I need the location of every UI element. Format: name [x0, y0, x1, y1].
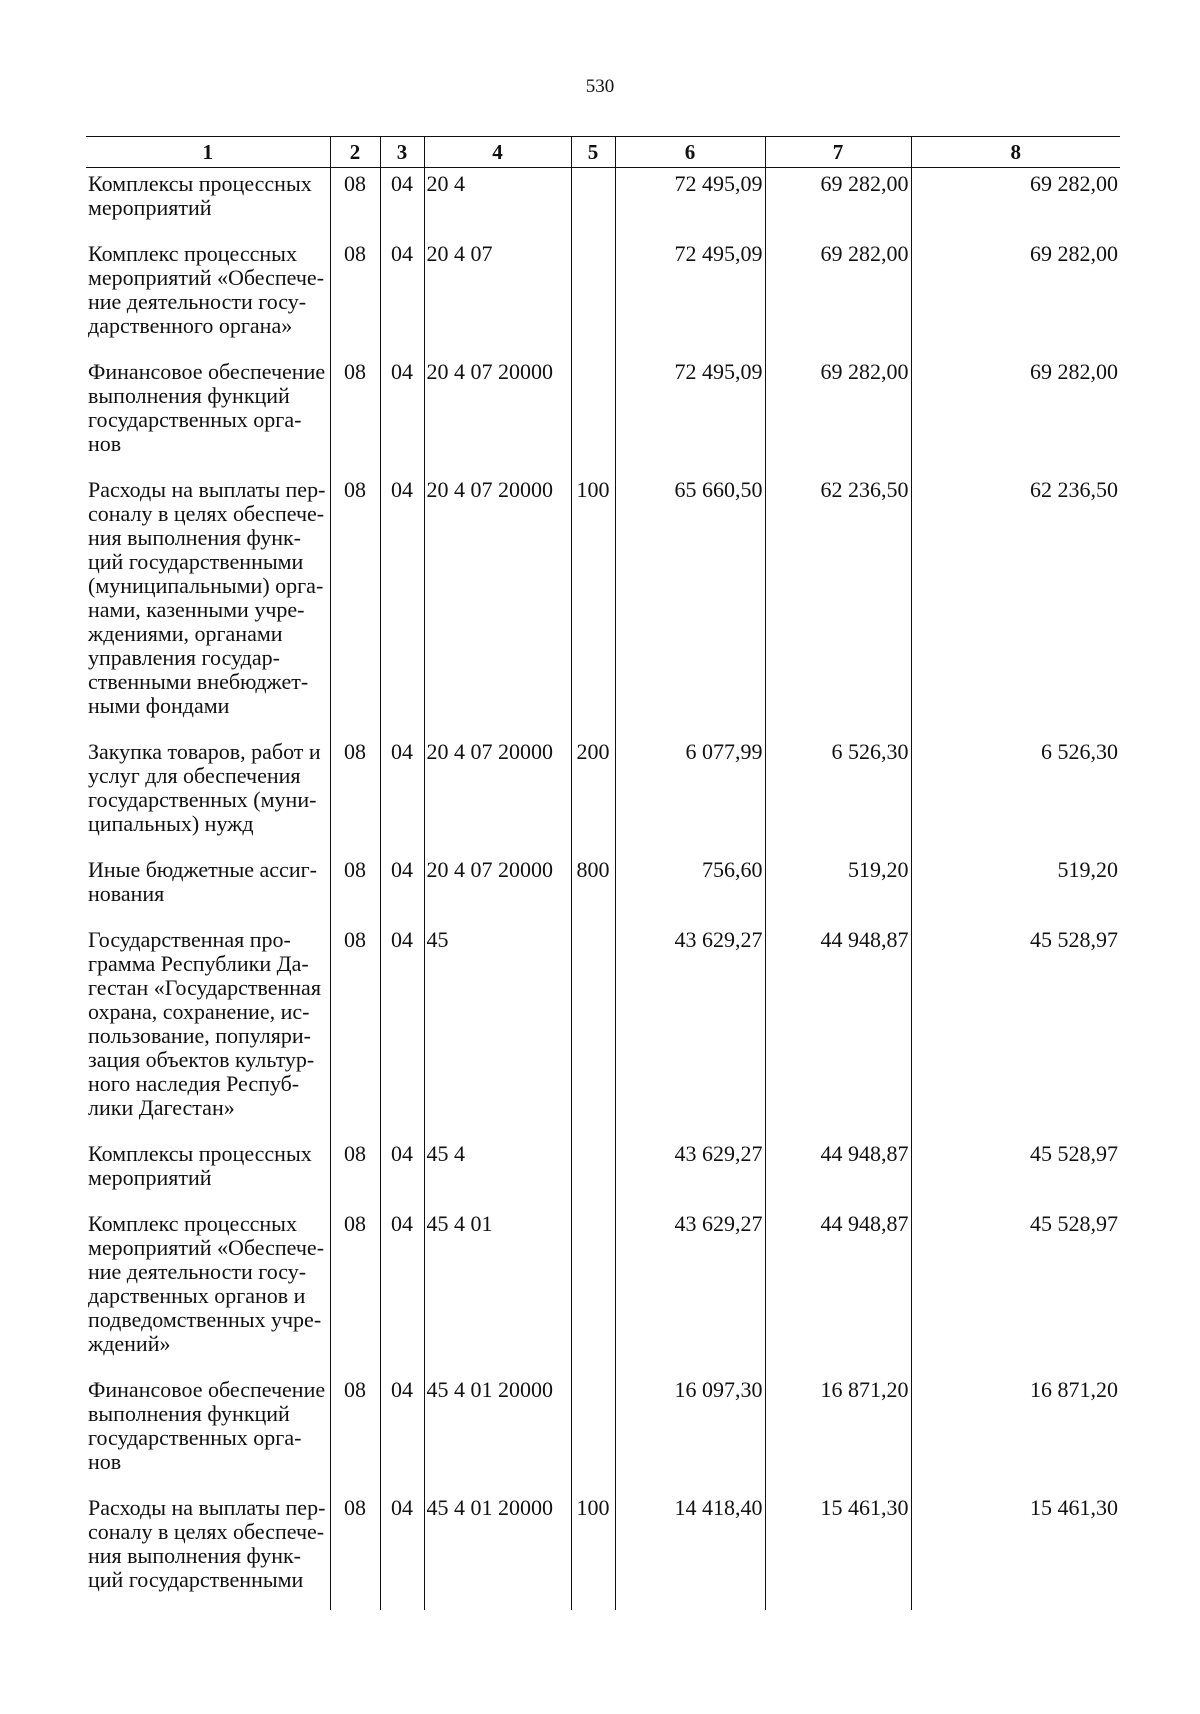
item-description [86, 854, 330, 924]
amount-col-8: 69 282,00 [1030, 359, 1118, 384]
description-line: Закупка товаров, работ и [88, 739, 321, 764]
section-code: 08 [330, 1138, 380, 1208]
description-line: ждений» [88, 1331, 171, 1356]
description-line: Комплекс процессных [88, 241, 297, 266]
description-line: услуг для обеспечения [88, 763, 301, 788]
amount-col-6: 43 629,27 [615, 1208, 765, 1374]
amount-col-6: 65 660,50 [615, 474, 765, 736]
table-row [86, 356, 1120, 474]
description-line: соналу в целях обеспече- [88, 501, 325, 526]
page-number: 530 [585, 76, 615, 97]
description-line: Расходы на выплаты пер- [88, 1495, 326, 1520]
description-line: Иные бюджетные ассиг- [88, 857, 317, 882]
description-line: мероприятий «Обеспече- [88, 265, 325, 290]
description-line: Расходы на выплаты пер- [88, 477, 326, 502]
subsection-code: 04 [380, 1374, 424, 1492]
column-header-6: 6 [615, 137, 765, 168]
description-line: нов [88, 1449, 122, 1474]
amount-col-7: 15 461,30 [765, 1492, 911, 1610]
description-line: государственных орга- [88, 1425, 302, 1450]
budget-table-container [86, 136, 1120, 1610]
target-article-code: 45 4 01 20000 [424, 1374, 571, 1492]
section-code: 08 [330, 356, 380, 474]
amount-col-8: 6 526,30 [1041, 739, 1118, 764]
item-description [86, 238, 330, 356]
column-header-1: 1 [86, 137, 330, 168]
item-description [86, 924, 330, 1138]
expense-type-code [571, 238, 615, 356]
amount-col-8: 62 236,50 [1030, 477, 1118, 502]
description-line: лики Дагестан» [88, 1095, 235, 1120]
column-header-4: 4 [424, 137, 571, 168]
description-line: нования [88, 881, 165, 906]
budget-table [86, 136, 1120, 1610]
column-header-5: 5 [571, 137, 615, 168]
description-line: нами, казенными учре- [88, 597, 305, 622]
description-line: гестан «Государственная [88, 975, 321, 1000]
amount-col-6: 43 629,27 [615, 1138, 765, 1208]
item-description [86, 356, 330, 474]
table-row [86, 854, 1120, 924]
target-article-code: 45 4 [424, 1138, 571, 1208]
table-row [86, 474, 1120, 736]
description-line: подведомственных учре- [88, 1307, 322, 1332]
description-line: управления государ- [88, 645, 280, 670]
description-line: охрана, сохранение, ис- [88, 999, 310, 1024]
table-row [86, 924, 1120, 1138]
description-line: ций государственными [88, 549, 304, 574]
description-line: нов [88, 431, 122, 456]
amount-col-8: 519,20 [1057, 857, 1118, 882]
expense-type-code [571, 356, 615, 474]
amount-col-7: 519,20 [765, 854, 911, 924]
description-line: ние деятельности госу- [88, 289, 307, 314]
description-line: выполнения функций [88, 383, 290, 408]
amount-col-8: 16 871,20 [1030, 1377, 1118, 1402]
subsection-code: 04 [380, 1208, 424, 1374]
subsection-code: 04 [380, 238, 424, 356]
section-code: 08 [330, 474, 380, 736]
column-header-7: 7 [765, 137, 911, 168]
section-code: 08 [330, 854, 380, 924]
amount-col-8: 45 528,97 [1030, 927, 1118, 952]
header-row [86, 137, 1120, 168]
description-line: (муниципальными) орга- [88, 573, 324, 598]
amount-col-7: 69 282,00 [765, 356, 911, 474]
amount-col-6: 756,60 [615, 854, 765, 924]
expense-type-code: 100 [571, 1492, 615, 1610]
description-line: ния выполнения функ- [88, 1543, 301, 1568]
expense-type-code [571, 1138, 615, 1208]
description-line: ными фондами [88, 693, 230, 718]
description-line: Финансовое обеспечение [88, 1377, 326, 1402]
description-line: государственных (муни- [88, 787, 317, 812]
subsection-code: 04 [380, 356, 424, 474]
amount-col-6: 43 629,27 [615, 924, 765, 1138]
description-line: соналу в целях обеспече- [88, 1519, 325, 1544]
description-line: государственных орга- [88, 407, 302, 432]
description-line: дарственного органа» [88, 313, 293, 338]
column-header-3: 3 [380, 137, 424, 168]
expense-type-code: 100 [571, 474, 615, 736]
section-code: 08 [330, 1208, 380, 1374]
expense-type-code [571, 1208, 615, 1374]
description-line: мероприятий [88, 1165, 212, 1190]
description-line: мероприятий [88, 195, 212, 220]
item-description [86, 736, 330, 854]
description-line: ципальных) нужд [88, 811, 254, 836]
column-header-2: 2 [330, 137, 380, 168]
expense-type-code [571, 168, 615, 239]
section-code: 08 [330, 168, 380, 239]
target-article-code: 20 4 07 20000 [424, 356, 571, 474]
amount-col-8: 45 528,97 [1030, 1211, 1118, 1236]
description-line: ного наследия Респуб- [88, 1071, 300, 1096]
column-header-8: 8 [911, 137, 1120, 168]
description-line: зация объектов культур- [88, 1047, 315, 1072]
target-article-code: 45 [424, 924, 571, 1138]
amount-col-7: 69 282,00 [765, 168, 911, 239]
subsection-code: 04 [380, 1138, 424, 1208]
target-article-code: 45 4 01 [424, 1208, 571, 1374]
item-description [86, 1138, 330, 1208]
amount-col-7: 6 526,30 [765, 736, 911, 854]
description-line: ственными внебюджет- [88, 669, 309, 694]
subsection-code: 04 [380, 474, 424, 736]
amount-col-6: 72 495,09 [615, 356, 765, 474]
table-row [86, 1492, 1120, 1610]
item-description [86, 1374, 330, 1492]
table-row [86, 736, 1120, 854]
subsection-code: 04 [380, 924, 424, 1138]
section-code: 08 [330, 238, 380, 356]
amount-col-6: 6 077,99 [615, 736, 765, 854]
amount-col-6: 72 495,09 [615, 168, 765, 239]
table-row [86, 1208, 1120, 1374]
amount-col-8: 45 528,97 [1030, 1141, 1118, 1166]
item-description [86, 1492, 330, 1610]
description-line: ждениями, органами [88, 621, 283, 646]
description-line: Комплексы процессных [88, 171, 312, 196]
description-line: пользование, популяри- [88, 1023, 312, 1048]
table-row [86, 1138, 1120, 1208]
section-code: 08 [330, 924, 380, 1138]
amount-col-7: 44 948,87 [765, 1208, 911, 1374]
amount-col-8: 15 461,30 [1030, 1495, 1118, 1520]
target-article-code: 20 4 07 [424, 238, 571, 356]
target-article-code: 20 4 07 20000 [424, 736, 571, 854]
amount-col-6: 14 418,40 [615, 1492, 765, 1610]
item-description [86, 168, 330, 239]
subsection-code: 04 [380, 1492, 424, 1610]
description-line: Комплексы процессных [88, 1141, 312, 1166]
description-line: мероприятий «Обеспече- [88, 1235, 325, 1260]
table-row [86, 1374, 1120, 1492]
table-row [86, 238, 1120, 356]
target-article-code: 20 4 07 20000 [424, 474, 571, 736]
table-row [86, 168, 1120, 239]
description-line: грамма Республики Да- [88, 951, 309, 976]
description-line: дарственных органов и [88, 1283, 306, 1308]
expense-type-code [571, 924, 615, 1138]
amount-col-8: 69 282,00 [1030, 241, 1118, 266]
description-line: ние деятельности госу- [88, 1259, 307, 1284]
section-code: 08 [330, 1374, 380, 1492]
section-code: 08 [330, 736, 380, 854]
expense-type-code: 800 [571, 854, 615, 924]
target-article-code: 45 4 01 20000 [424, 1492, 571, 1610]
target-article-code: 20 4 07 20000 [424, 854, 571, 924]
item-description [86, 1208, 330, 1374]
description-line: Комплекс процессных [88, 1211, 297, 1236]
amount-col-6: 72 495,09 [615, 238, 765, 356]
subsection-code: 04 [380, 736, 424, 854]
amount-col-8: 69 282,00 [1030, 171, 1118, 196]
expense-type-code: 200 [571, 736, 615, 854]
section-code: 08 [330, 1492, 380, 1610]
amount-col-6: 16 097,30 [615, 1374, 765, 1492]
description-line: Государственная про- [88, 927, 291, 952]
table-body [86, 168, 1120, 1611]
description-line: Финансовое обеспечение [88, 359, 326, 384]
table-header [86, 137, 1120, 168]
description-line: ций государственными [88, 1567, 304, 1592]
amount-col-7: 44 948,87 [765, 1138, 911, 1208]
subsection-code: 04 [380, 168, 424, 239]
item-description [86, 474, 330, 736]
amount-col-7: 16 871,20 [765, 1374, 911, 1492]
description-line: выполнения функций [88, 1401, 290, 1426]
amount-col-7: 62 236,50 [765, 474, 911, 736]
amount-col-7: 69 282,00 [765, 238, 911, 356]
amount-col-7: 44 948,87 [765, 924, 911, 1138]
target-article-code: 20 4 [424, 168, 571, 239]
subsection-code: 04 [380, 854, 424, 924]
description-line: ния выполнения функ- [88, 525, 301, 550]
expense-type-code [571, 1374, 615, 1492]
